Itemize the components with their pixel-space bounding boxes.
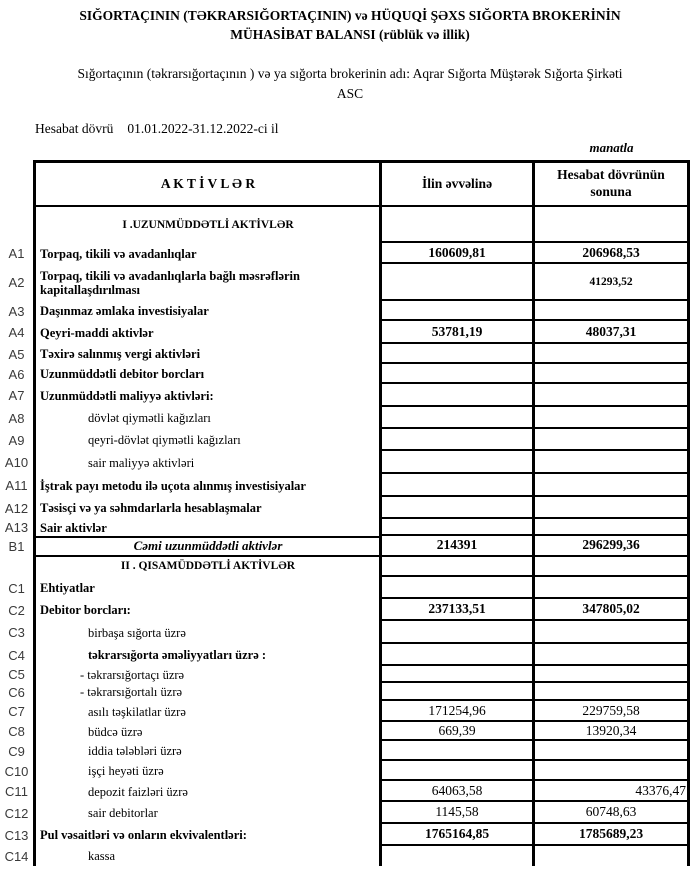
value-begin-of-year [382,846,535,866]
value-end-of-period [535,556,690,577]
row-code: C3 [8,625,25,640]
row-code [0,556,33,577]
table-row [0,621,690,644]
row-code: C7 [8,704,25,719]
value-end-of-period: 1785689,23 [535,824,690,846]
row-label: Təxirə salınmış vergi aktivləri [33,344,382,364]
value-begin-of-year [382,264,535,301]
value-end-of-period [535,761,690,781]
table-body [0,207,690,866]
table-row [0,666,690,683]
row-label: - təkrarsığortalı üzrə [33,683,382,701]
row-code: A4 [8,325,25,340]
row-code: C11 [5,784,28,799]
table-row [0,407,690,429]
balance-table [0,160,690,866]
table-header-row [0,160,690,207]
row-code: A8 [8,410,25,426]
value-end-of-period: 229759,58 [535,701,690,722]
document-title-line1: SIĞORTAÇININ (TƏKRARSIĞORTAÇININ) və HÜQUQİ ŞƏXS SIĞORTA BROKERİNİN [79,8,621,23]
table-row [0,846,690,866]
currency-note: manatla [589,140,634,155]
value-begin-of-year [382,741,535,761]
value-end-of-period [535,621,690,644]
value-begin-of-year [382,451,535,474]
row-label: Torpaq, tikili və avadanlıqlar [33,243,382,264]
header-gutter [0,160,33,207]
value-begin-of-year [382,666,535,683]
value-end-of-period [535,407,690,429]
row-code: B1 [8,538,25,554]
row-code: A7 [8,388,25,403]
value-end-of-period: 60748,63 [535,802,690,824]
row-label: Pul vəsaitləri və onların ekvivalentləri: [33,824,382,846]
value-begin-of-year [382,644,535,666]
value-end-of-period [535,344,690,364]
table-row [0,321,690,344]
value-end-of-period [535,683,690,701]
row-label: asılı təşkilatlar üzrə [33,701,382,722]
value-begin-of-year [382,429,535,451]
value-begin-of-year [382,577,535,599]
table-row [0,599,690,621]
row-label: sair debitorlar [33,802,382,824]
row-code: A5 [8,346,25,362]
row-code: C4 [8,647,25,663]
value-begin-of-year: 669,39 [382,722,535,741]
row-label: Cəmi uzunmüddətli aktivlər [33,536,382,557]
row-label: Uzunmüddətli debitor borcları [33,364,382,384]
row-label: işçi heyəti üzrə [33,761,382,781]
row-code: A9 [8,432,25,448]
report-period-label: Hesabat dövrü [35,121,114,136]
row-label: birbaşa sığorta üzrə [33,621,382,644]
table-row [0,301,690,321]
table-row [0,384,690,407]
row-label: dövlət qiymətli kağızları [33,407,382,429]
header-end-of-period: Hesabat dövrünün sonuna [535,160,690,207]
value-begin-of-year [382,364,535,384]
table-row [0,761,690,781]
table-row [0,781,690,802]
value-end-of-period [535,364,690,384]
header-assets: A K T İ V L Ə R [33,160,382,207]
report-period [35,121,278,137]
value-begin-of-year [382,683,535,701]
row-label: Ehtiyatlar [33,577,382,599]
row-label: II . QISAMÜDDƏTLİ AKTİVLƏR [33,556,382,577]
table-row [0,451,690,474]
row-label: Sair aktivlər [33,519,382,536]
table-row [0,683,690,701]
value-end-of-period: 43376,47 [535,781,690,802]
value-end-of-period: 13920,34 [535,722,690,741]
row-code: C5 [8,667,25,682]
value-end-of-period [535,741,690,761]
value-end-of-period [535,207,690,243]
value-begin-of-year: 214391 [382,536,535,557]
row-label: I .UZUNMÜDDƏTLİ AKTİVLƏR [33,207,382,243]
row-label: kassa [33,846,382,866]
row-label: Debitor borcları: [33,599,382,621]
value-begin-of-year [382,207,535,243]
value-begin-of-year [382,519,535,536]
value-begin-of-year [382,761,535,781]
table-row [0,519,690,536]
value-begin-of-year [382,301,535,321]
row-code: A12 [4,500,29,516]
row-label: qeyri-dövlət qiymətli kağızları [33,429,382,451]
row-code: A10 [4,455,29,470]
table-row [0,556,690,577]
value-begin-of-year [382,621,535,644]
value-begin-of-year [382,556,535,577]
row-label: büdcə üzrə [33,722,382,741]
value-end-of-period: 41293,52 [535,264,690,301]
value-begin-of-year: 1145,58 [382,802,535,824]
header-begin-of-year: İlin əvvəlinə [382,160,535,207]
value-begin-of-year: 1765164,85 [382,824,535,846]
row-label: Qeyri-maddi aktivlər [33,321,382,344]
value-end-of-period [535,497,690,519]
value-end-of-period [535,519,690,536]
table-row [0,497,690,519]
insurer-name-line1: Sığortaçının (təkrarsığortaçının ) və ya sığorta brokerinin adı: Aqrar Sığorta Müştərək Sığorta Şirkəti [77,66,623,81]
row-code: C2 [8,602,25,618]
value-begin-of-year [382,407,535,429]
value-begin-of-year [382,384,535,407]
document-title [0,6,700,44]
row-code: A1 [8,246,25,261]
row-label: İştrak payı metodu ilə uçota alınmış investisiyalar [33,474,382,497]
row-code: C13 [4,827,29,843]
value-end-of-period: 206968,53 [535,243,690,264]
row-code: A2 [8,275,25,290]
table-row [0,577,690,599]
row-label: Uzunmüddətli maliyyə aktivləri: [33,384,382,407]
table-row [0,429,690,451]
table-row [0,243,690,264]
table-row [0,364,690,384]
value-end-of-period [535,644,690,666]
value-begin-of-year [382,497,535,519]
row-code: A13 [4,520,29,535]
value-end-of-period [535,846,690,866]
row-label: təkrarsığorta əməliyyatları üzrə : [33,644,382,666]
value-begin-of-year: 237133,51 [382,599,535,621]
value-begin-of-year: 160609,81 [382,243,535,264]
row-code: C10 [4,763,29,779]
row-code: A11 [5,478,28,493]
value-begin-of-year: 53781,19 [382,321,535,344]
row-code: C6 [8,684,25,700]
value-end-of-period: 296299,36 [535,536,690,557]
row-label: sair maliyyə aktivləri [33,451,382,474]
report-period-value: 01.01.2022-31.12.2022-ci il [127,121,279,136]
value-end-of-period [535,301,690,321]
table-row [0,474,690,497]
value-end-of-period: 347805,02 [535,599,690,621]
value-end-of-period [535,429,690,451]
table-row [0,701,690,722]
table-row [0,824,690,846]
row-code: A3 [8,303,25,319]
value-begin-of-year [382,474,535,497]
insurer-name [0,64,700,104]
value-begin-of-year: 64063,58 [382,781,535,802]
row-label: Təsisçi və ya səhmdarlarla hesablaşmalar [33,497,382,519]
row-code: C12 [4,805,29,821]
table-row [0,802,690,824]
value-begin-of-year [382,344,535,364]
table-row [0,644,690,666]
row-label: Daşınmaz əmlaka investisiyalar [33,301,382,321]
table-row [0,344,690,364]
insurer-name-line2: ASC [336,86,364,101]
document-title-line2: MÜHASİBAT BALANSI (rüblük və illik) [230,27,470,42]
row-code: C8 [8,724,25,739]
row-code: C1 [8,580,25,596]
value-end-of-period [535,666,690,683]
table-row [0,536,690,556]
row-label: depozit faizləri üzrə [33,781,382,802]
row-code: A6 [8,366,25,382]
value-end-of-period [535,384,690,407]
row-code: C14 [4,848,29,864]
row-code [0,207,33,243]
value-end-of-period: 48037,31 [535,321,690,344]
row-label: iddia tələbləri üzrə [33,741,382,761]
value-end-of-period [535,577,690,599]
row-label: Torpaq, tikili və avadanlıqlarla bağlı məsrəflərin kapitallaşdırılması [33,264,382,301]
table-row [0,741,690,761]
table-row [0,264,690,301]
table-row [0,722,690,741]
value-begin-of-year: 171254,96 [382,701,535,722]
row-label: - təkrarsığortaçı üzrə [33,666,382,683]
value-end-of-period [535,474,690,497]
row-code: C9 [8,743,25,759]
table-row [0,207,690,243]
value-end-of-period [535,451,690,474]
